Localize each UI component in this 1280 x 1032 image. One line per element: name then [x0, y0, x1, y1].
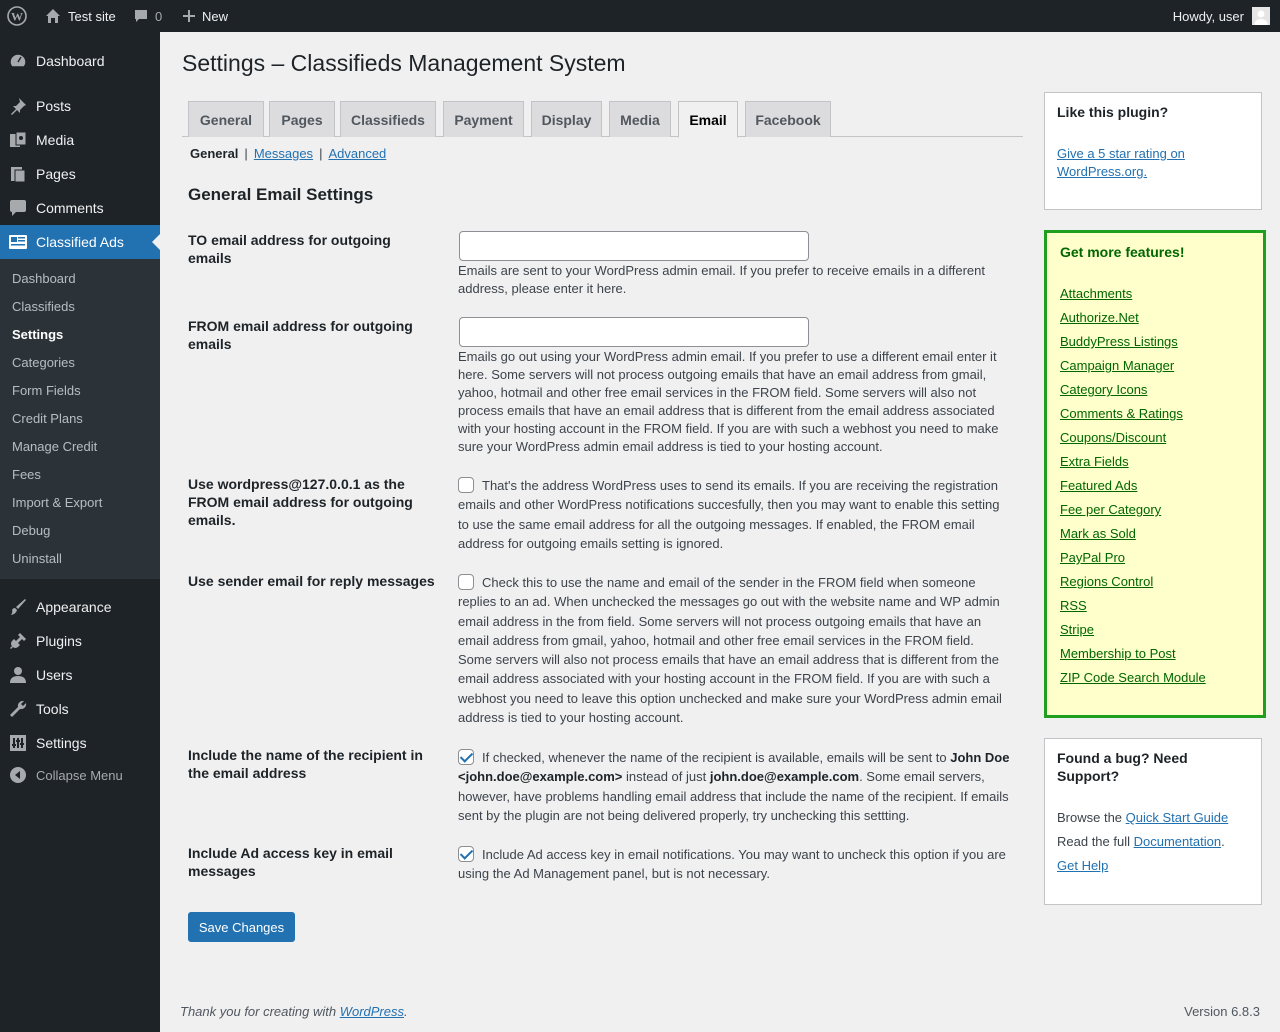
submenu-uninstall[interactable]: Uninstall: [12, 551, 62, 566]
feature-link[interactable]: RSS: [1060, 598, 1087, 613]
tab-general[interactable]: General: [188, 101, 264, 137]
howdy-text: Howdy, user: [1172, 8, 1244, 24]
quick-start-link[interactable]: Quick Start Guide: [1125, 810, 1229, 825]
menu-appearance[interactable]: [0, 590, 160, 624]
read-end: .: [1221, 834, 1225, 849]
features-list: [1060, 285, 1206, 693]
menu-label: Users: [36, 667, 73, 683]
account-menu[interactable]: [1173, 0, 1270, 32]
collapse-menu-button[interactable]: [0, 764, 160, 786]
menu-label: Comments: [36, 200, 104, 216]
settings-icon: [0, 733, 36, 753]
new-label: New: [202, 8, 229, 24]
menu-classified-ads[interactable]: [0, 225, 160, 259]
tab-media[interactable]: Media: [609, 101, 671, 137]
get-help-link[interactable]: Get Help: [1057, 858, 1109, 873]
submenu-credit-plans[interactable]: Credit Plans: [12, 411, 83, 426]
dashboard-icon: [0, 51, 36, 71]
tab-facebook[interactable]: Facebook: [745, 101, 831, 137]
submenu-import-export[interactable]: Import & Export: [12, 495, 103, 510]
recipient-example-email: john.doe@example.com: [709, 769, 860, 785]
recipient-name-checkbox[interactable]: [458, 749, 474, 765]
feature-link[interactable]: Authorize.Net: [1060, 310, 1139, 325]
avatar: [1252, 7, 1270, 25]
submenu-form-fields[interactable]: Form Fields: [12, 383, 81, 398]
wordpress-link[interactable]: WordPress: [339, 1004, 404, 1019]
to-email-input[interactable]: [459, 231, 809, 261]
sender-email-option: [458, 573, 1010, 727]
menu-label: Plugins: [36, 633, 82, 649]
feature-link[interactable]: Featured Ads: [1060, 478, 1138, 493]
recipient-desc-part3: . Some email servers, however, have problems handling email address that include the name of the recipient. If emails sent by the plugin are not being delivered properly, try unchecking this settting.: [458, 769, 1009, 823]
submenu-fees[interactable]: Fees: [12, 467, 41, 482]
submenu-manage-credit[interactable]: Manage Credit: [12, 439, 98, 454]
menu-dashboard[interactable]: [0, 44, 160, 78]
more-features-title: Get more features!: [1060, 244, 1185, 260]
tab-email[interactable]: Email: [678, 101, 738, 138]
sender-email-label: Use sender email for reply messages: [188, 573, 435, 589]
subnav-advanced[interactable]: Advanced: [328, 146, 387, 161]
feature-link[interactable]: Category Icons: [1060, 382, 1148, 397]
wp-address-description: That's the address WordPress uses to send its emails. If you are receiving the registration emails and other WordPress notifications succesfully, then you may want to enable this setting to use the same email address for all the outgoing messages. If enabled, the FROM email address for outgoing emails setting is ignored.: [458, 478, 1000, 551]
menu-posts[interactable]: [0, 89, 160, 123]
recipient-desc-part1: If checked, whenever the name of the recipient is available, emails will be sent to: [482, 750, 951, 765]
tab-payment[interactable]: Payment: [443, 101, 524, 137]
feature-link[interactable]: Attachments: [1060, 286, 1133, 301]
subnav-messages[interactable]: Messages: [253, 146, 314, 161]
admin-sidebar: [0, 32, 160, 1032]
comments-count: 0: [155, 8, 163, 24]
feature-link[interactable]: Membership to Post: [1060, 646, 1176, 661]
submenu-debug[interactable]: Debug: [12, 523, 51, 538]
submenu-dashboard[interactable]: Dashboard: [12, 271, 76, 286]
menu-label: Posts: [36, 98, 72, 114]
menu-label: Appearance: [36, 599, 112, 615]
plus-icon: [182, 9, 196, 23]
rating-link[interactable]: Give a 5 star rating on WordPress.org.: [1057, 146, 1185, 179]
wordpress-logo-icon[interactable]: [7, 0, 27, 32]
recipient-name-label: Include the name of the recipient in the email address: [188, 747, 423, 781]
submenu-classifieds[interactable]: Classifieds: [12, 299, 75, 314]
access-key-label: Include Ad access key in email messages: [188, 845, 393, 879]
menu-label: Tools: [36, 701, 69, 717]
recipient-name-option: [458, 748, 1010, 825]
menu-label: Media: [36, 132, 75, 148]
feature-link[interactable]: Coupons/Discount: [1060, 430, 1167, 445]
media-icon: [0, 130, 36, 150]
feature-link[interactable]: Regions Control: [1060, 574, 1154, 589]
users-icon: [0, 665, 36, 685]
access-key-checkbox[interactable]: [458, 846, 474, 862]
from-email-input[interactable]: [459, 317, 809, 347]
menu-label: Pages: [36, 166, 76, 182]
documentation-link[interactable]: Documentation: [1133, 834, 1222, 849]
wrench-icon: [0, 699, 36, 719]
menu-label: Classified Ads: [36, 234, 124, 250]
feature-link[interactable]: Mark as Sold: [1060, 526, 1136, 541]
menu-settings[interactable]: [0, 726, 160, 760]
save-changes-button[interactable]: Save Changes: [188, 912, 295, 942]
menu-pages[interactable]: [0, 157, 160, 191]
footer-thanks-prefix: Thank you for creating with: [180, 1004, 340, 1019]
brush-icon: [0, 597, 36, 617]
site-name: Test site: [68, 8, 116, 24]
wp-address-checkbox[interactable]: [458, 477, 474, 493]
footer-thanks-suffix: .: [404, 1004, 408, 1019]
home-icon: [44, 7, 62, 25]
collapse-label: Collapse Menu: [36, 767, 123, 783]
section-title: General Email Settings: [188, 185, 374, 204]
wp-address-option: [458, 476, 1010, 553]
menu-media[interactable]: [0, 123, 160, 157]
tab-classifieds[interactable]: Classifieds: [340, 101, 436, 137]
tab-display[interactable]: Display: [531, 101, 602, 137]
feature-link[interactable]: Stripe: [1060, 622, 1094, 637]
menu-comments[interactable]: [0, 191, 160, 225]
new-content-link[interactable]: [182, 0, 228, 32]
like-plugin-title: Like this plugin?: [1057, 104, 1169, 120]
comment-icon: [133, 8, 149, 24]
menu-tools[interactable]: [0, 692, 160, 726]
submenu-categories[interactable]: Categories: [12, 355, 75, 370]
read-text: Read the full: [1057, 834, 1134, 849]
submenu-settings[interactable]: Settings: [12, 327, 64, 342]
site-name-link[interactable]: [44, 0, 116, 32]
support-title: Found a bug? Need Support?: [1057, 750, 1188, 784]
svg-text:W: W: [11, 9, 23, 24]
footer-version: Version 6.8.3: [1184, 1004, 1260, 1019]
page-title: Settings – Classifieds Management System: [182, 50, 626, 76]
from-email-description: Emails go out using your WordPress admin email. If you prefer to use a different email enter it here. Some servers will not process outgoing emails that have an email address from gmail, yahoo, hotmail and other free email services in the FROM field. Some servers will also not process emails that have an email address that is different from the email address associated with your hosting account in the FROM field. If you are with such a webhost you need to make sure your WordPress admin email address is tied to your hosting account.: [458, 349, 999, 454]
tab-pages[interactable]: Pages: [269, 101, 335, 137]
menu-plugins[interactable]: [0, 624, 160, 658]
recipient-example-full: John Doe <john.doe@example.com>: [458, 750, 1010, 785]
subnav-general: General: [190, 146, 239, 161]
access-key-option: [458, 845, 1010, 884]
email-subnav: General | Messages | Advanced: [190, 146, 387, 161]
like-plugin-box: [1044, 92, 1262, 210]
menu-label: Settings: [36, 735, 87, 751]
comments-link[interactable]: [133, 0, 162, 32]
feature-link[interactable]: BuddyPress Listings: [1060, 334, 1178, 349]
more-features-box: [1044, 230, 1266, 718]
feature-link[interactable]: Extra Fields: [1060, 454, 1129, 469]
feature-link[interactable]: Comments & Ratings: [1060, 406, 1183, 421]
pages-icon: [0, 164, 36, 184]
recipient-desc-part2: instead of just: [622, 769, 710, 785]
menu-label: Dashboard: [36, 53, 105, 69]
admin-bar: [0, 0, 1280, 32]
menu-users[interactable]: [0, 658, 160, 692]
from-email-label: FROM email address for outgoing emails: [188, 318, 413, 352]
access-key-description: Include Ad access key in email notifications. You may want to uncheck this option if you are using the Ad Management panel, but is not necessary.: [458, 847, 1006, 882]
feature-link[interactable]: PayPal Pro: [1060, 550, 1126, 565]
sender-email-checkbox[interactable]: [458, 574, 474, 590]
wp-address-label: Use wordpress@127.0.0.1 as the FROM email address for outgoing emails.: [188, 476, 413, 528]
to-email-label: TO email address for outgoing emails: [188, 232, 391, 266]
plugin-icon: [0, 631, 36, 651]
pin-icon: [0, 96, 36, 116]
browse-text: Browse the: [1057, 810, 1126, 825]
feature-link[interactable]: ZIP Code Search Module: [1060, 670, 1206, 685]
footer-thanks: [180, 1004, 408, 1019]
feature-link[interactable]: Fee per Category: [1060, 502, 1162, 517]
sender-email-description: Check this to use the name and email of the sender in the FROM field when someone replies to an ad. When unchecked the messages go out with the website name and WP admin email address in the from field. Some servers will not process outgoing emails that have an email address from gmail, yahoo, hotmail and other free email services in the FROM field. Some servers will also not process emails that have an email address that is different from the email address associated with your hosting account in the FROM field. If you are with such a webhost you need to leave this option unchecked and make sure your WordPress admin email address is tied to your hosting account.: [458, 575, 1002, 726]
newspaper-icon: [0, 232, 36, 252]
feature-link[interactable]: Campaign Manager: [1060, 358, 1175, 373]
to-email-description: Emails are sent to your WordPress admin email. If you prefer to receive emails in a different address, please enter it here.: [458, 263, 985, 296]
collapse-icon: [0, 766, 36, 784]
settings-tabs: [182, 101, 1023, 137]
comment-icon: [0, 198, 36, 218]
support-box: [1044, 738, 1262, 905]
